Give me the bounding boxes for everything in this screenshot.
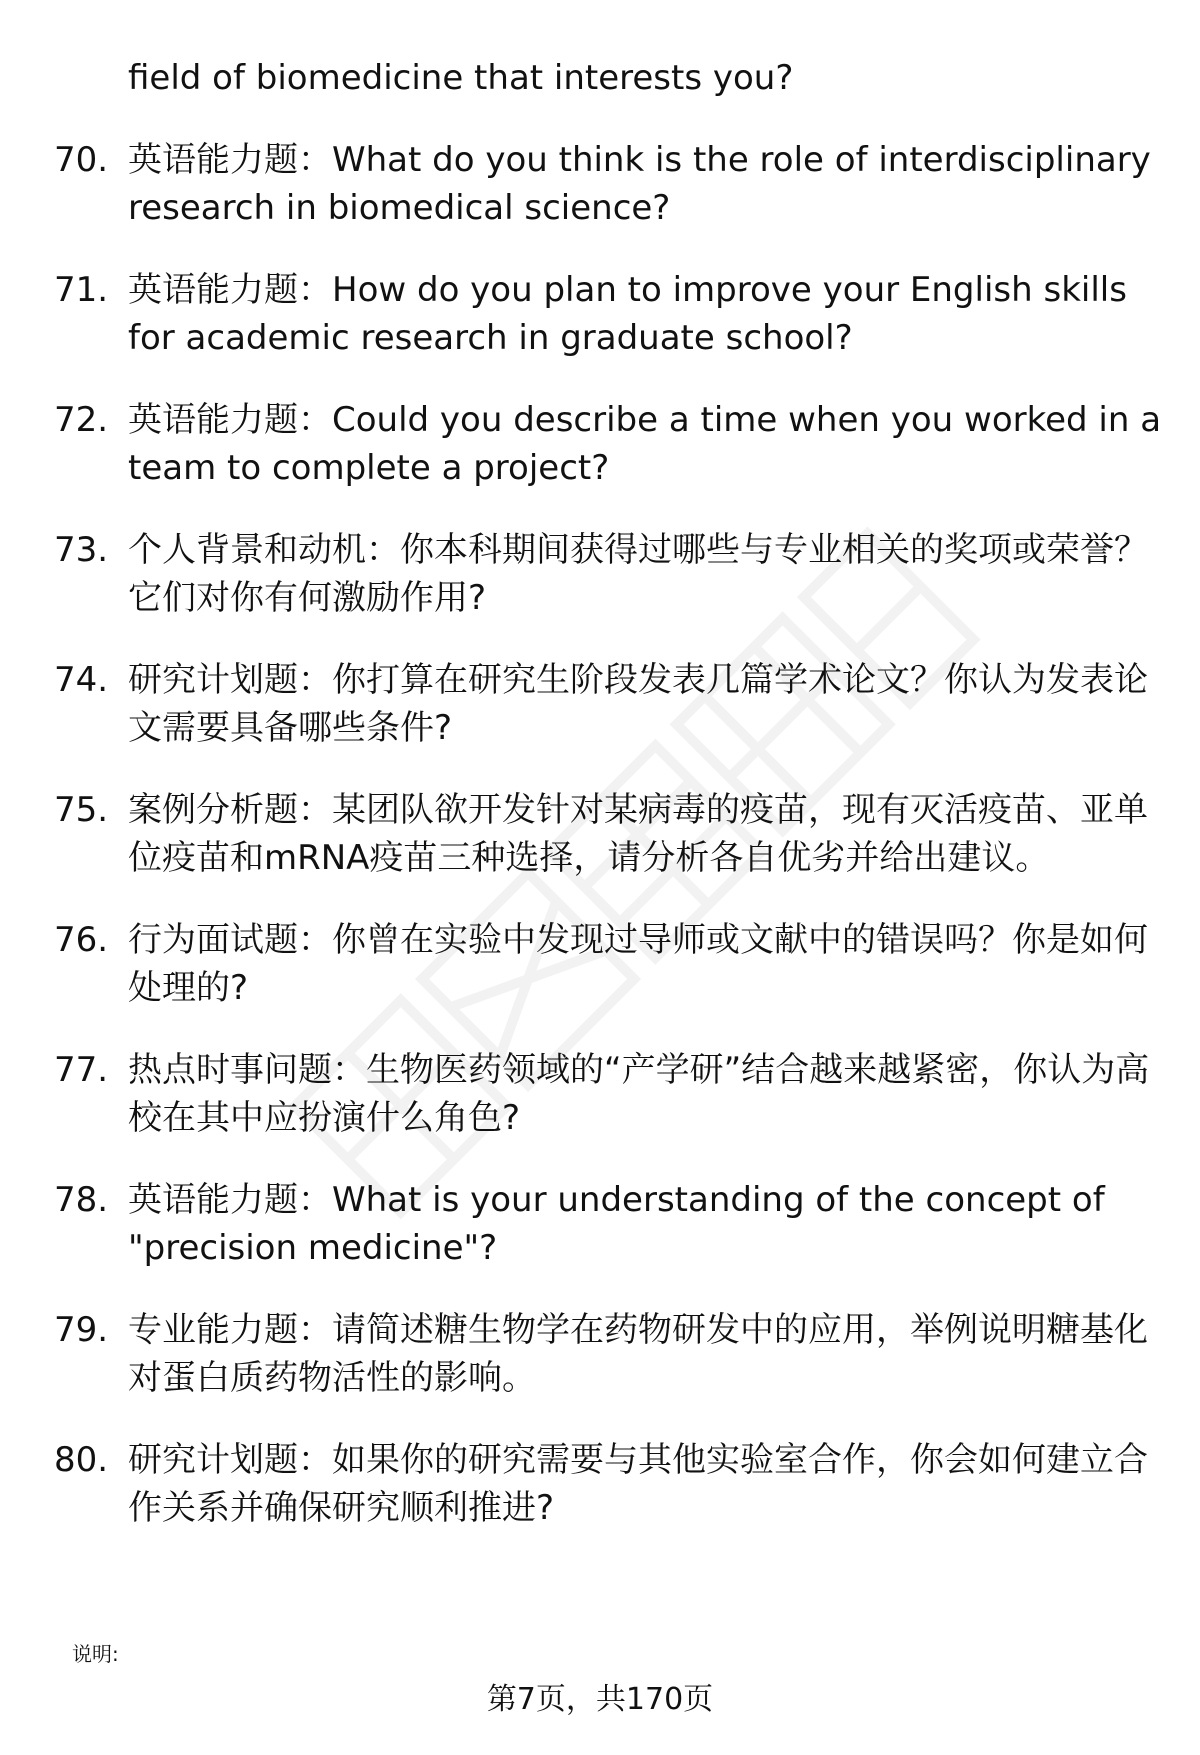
question-text: 英语能力题：How do you plan to improve your English skills for academic research in graduate school? (128, 270, 1127, 358)
question-text: 案例分析题：某团队欲开发针对某病毒的疫苗，现有灭活疫苗、亚单位疫苗和mRNA疫苗三种选择，请分析各自优劣并给出建议。 (128, 790, 1148, 878)
question-text: 英语能力题：What do you think is the role of interdisciplinary research in biomedical science? (128, 140, 1151, 228)
question-item (0, 656, 1200, 752)
question-number: 70. (54, 140, 109, 180)
question-text: 个人背景和动机：你本科期间获得过哪些与专业相关的奖项或荣誉？它们对你有何激励作用? (128, 530, 1148, 618)
question-text: 英语能力题：What is your understanding of the concept of "precision medicine"? (128, 1180, 1105, 1268)
question-text: 研究计划题：你打算在研究生阶段发表几篇学术论文？你认为发表论文需要具备哪些条件? (128, 660, 1148, 748)
question-item (0, 1436, 1200, 1532)
question-item (0, 916, 1200, 1012)
question-item (0, 1176, 1200, 1272)
question-number: 75. (54, 790, 109, 830)
question-text: 热点时事问题：生物医药领域的“产学研”结合越来越紧密，你认为高校在其中应扮演什么角色? (128, 1050, 1150, 1138)
question-number: 74. (54, 660, 109, 700)
question-item (0, 136, 1200, 232)
question-number: 71. (54, 270, 109, 310)
question-item (0, 1046, 1200, 1142)
question-text: 专业能力题：请简述糖生物学在药物研发中的应用，举例说明糖基化对蛋白质药物活性的影响。 (128, 1310, 1148, 1398)
question-item (0, 526, 1200, 622)
question-item (0, 786, 1200, 882)
question-text: 研究计划题：如果你的研究需要与其他实验室合作，你会如何建立合作关系并确保研究顺利推进? (128, 1440, 1148, 1528)
question-item (0, 1306, 1200, 1402)
question-item (0, 396, 1200, 492)
question-continuation (0, 54, 1200, 102)
question-text: 行为面试题：你曾在实验中发现过导师或文献中的错误吗？你是如何处理的? (128, 920, 1148, 1008)
question-list (0, 54, 1200, 1566)
question-number: 73. (54, 530, 109, 570)
question-number: 72. (54, 400, 109, 440)
question-text: 英语能力题：Could you describe a time when you worked in a team to complete a project? (128, 400, 1162, 488)
question-number: 79. (54, 1310, 109, 1350)
note-label: 说明: (72, 1642, 119, 1666)
question-number: 80. (54, 1440, 109, 1480)
question-number: 78. (54, 1180, 109, 1220)
page-footer: 第7页，共170页 (486, 1682, 714, 1717)
question-number: 76. (54, 920, 109, 960)
question-number: 77. (54, 1050, 109, 1090)
question-item (0, 266, 1200, 362)
question-continuation-text: field of biomedicine that interests you? (128, 58, 794, 98)
